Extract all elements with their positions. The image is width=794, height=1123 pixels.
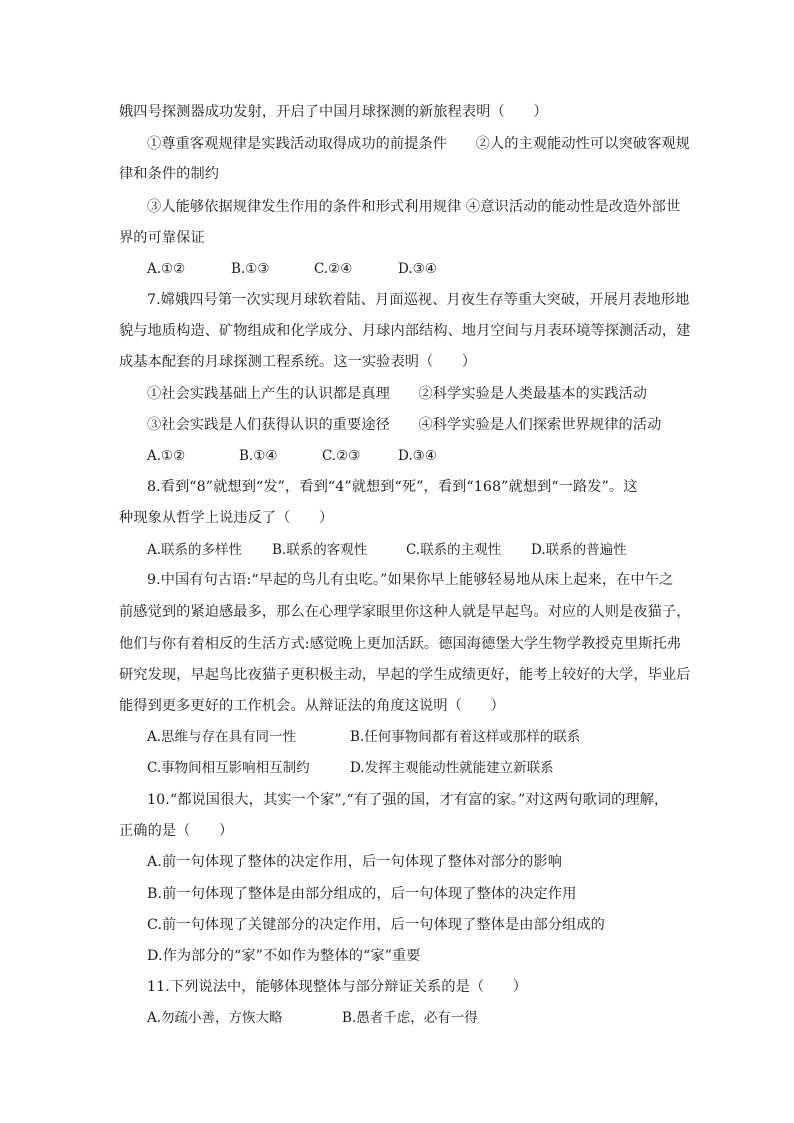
q6-option-b[interactable]: B.①③: [231, 261, 270, 277]
q6-statement-2-cont: 律和条件的制约: [119, 166, 220, 182]
q9-option-a[interactable]: A.思维与存在具有同一性: [147, 729, 297, 745]
q8-stem-line-1: 8.看到“8”就想到“发”，看到“4”就想到“死”，看到“168”就想到“一路发”。这: [147, 479, 638, 495]
q8-option-a[interactable]: A.联系的多样性: [147, 542, 243, 558]
q7-stem-line-3: 成基本配套的月球探测工程系统。这一实验表明（ ）: [119, 354, 477, 370]
q7-stem-line-1: 7.嫦娥四号第一次实现月球软着陆、月面巡视、月夜生存等重大突破，开展月表地形地: [147, 292, 690, 308]
q8-option-b[interactable]: B.联系的客观性: [272, 542, 368, 558]
q8-option-d[interactable]: D.联系的普遍性: [531, 542, 627, 558]
q6-option-d[interactable]: D.③④: [398, 261, 437, 277]
q9-stem-line-3: 他们与你有着相反的生活方式:感觉晚上更加活跃。德国海德堡大学生物学教授克里斯托弗: [119, 636, 682, 652]
q11-stem: 11.下列说法中，能够体现整体与部分辩证关系的是（ ）: [147, 979, 528, 995]
q8-option-c[interactable]: C.联系的主观性: [406, 542, 502, 558]
q9-option-b[interactable]: B.任何事物间都有着这样或那样的联系: [350, 729, 581, 745]
q7-option-b[interactable]: B.①④: [239, 448, 278, 464]
q6-option-a[interactable]: A.①②: [147, 261, 186, 277]
q7-statement-1-2: ①社会实践基础上产生的认识都是真理 ②科学实验是人类最基本的实践活动: [147, 386, 648, 402]
q7-option-c[interactable]: C.②③: [322, 448, 361, 464]
q6-stem-tail: 娥四号探测器成功发射，开启了中国月球探测的新旅程表明（ ）: [119, 104, 548, 120]
q9-stem-line-1: 9.中国有句古语:“早起的鸟儿有虫吃。”如果你早上能够轻易地从床上起来，在中午之: [147, 572, 674, 588]
q9-option-d[interactable]: D.发挥主观能动性就能建立新联系: [350, 760, 554, 776]
q10-option-c[interactable]: C.前一句体现了关键部分的决定作用，后一句体现了整体是由部分组成的: [147, 917, 605, 933]
q11-option-b[interactable]: B.愚者千虑，必有一得: [342, 1010, 478, 1026]
q10-option-b[interactable]: B.前一句体现了整体是由部分组成的，后一句体现了整体的决定作用: [147, 886, 577, 902]
q10-stem-line-2: 正确的是（ ）: [119, 823, 234, 839]
q7-option-a[interactable]: A.①②: [147, 448, 186, 464]
q9-stem-line-4: 研究发现，早起鸟比夜猫子更积极主动，早起的学生成绩更好，能考上较好的大学，毕业后: [119, 667, 691, 683]
q10-option-a[interactable]: A.前一句体现了整体的决定作用，后一句体现了整体对部分的影响: [147, 854, 563, 870]
q6-statement-1-2: ①尊重客观规律是实践活动取得成功的前提条件 ②人的主观能动性可以突破客观规: [147, 136, 690, 152]
q6-statement-3-4: ③人能够依据规律发生作用的条件和形式利用规律 ④意识活动的能动性是改造外部世: [147, 199, 681, 215]
q9-stem-line-5: 能得到更多更好的工作机会。从辩证法的角度这说明（ ）: [119, 698, 505, 714]
q10-option-d[interactable]: D.作为部分的“家”不如作为整体的“家”重要: [147, 948, 421, 964]
q9-option-c[interactable]: C.事物间相互影响相互制约: [147, 760, 310, 776]
q8-stem-line-2: 种现象从哲学上说违反了（ ）: [119, 510, 334, 526]
q9-stem-line-2: 前感觉到的紧迫感最多，那么在心理学家眼里你这种人就是早起鸟。对应的人则是夜猫子，: [119, 604, 691, 620]
q7-option-d[interactable]: D.③④: [398, 448, 437, 464]
q10-stem-line-1: 10.“都说国很大，其实一个家”,“有了强的国，才有富的家。”对这两句歌词的理解，: [147, 792, 669, 808]
q7-stem-line-2: 貌与地质构造、矿物组成和化学成分、月球内部结构、地月空间与月表环境等探测活动，建: [119, 323, 691, 339]
q6-option-c[interactable]: C.②④: [314, 261, 353, 277]
q6-statement-4-cont: 界的可靠保证: [119, 230, 205, 246]
q7-statement-3-4: ③社会实践是人们获得认识的重要途径 ④科学实验是人们探索世界规律的活动: [147, 417, 662, 433]
q11-option-a[interactable]: A.勿疏小善，方恢大略: [147, 1010, 283, 1026]
